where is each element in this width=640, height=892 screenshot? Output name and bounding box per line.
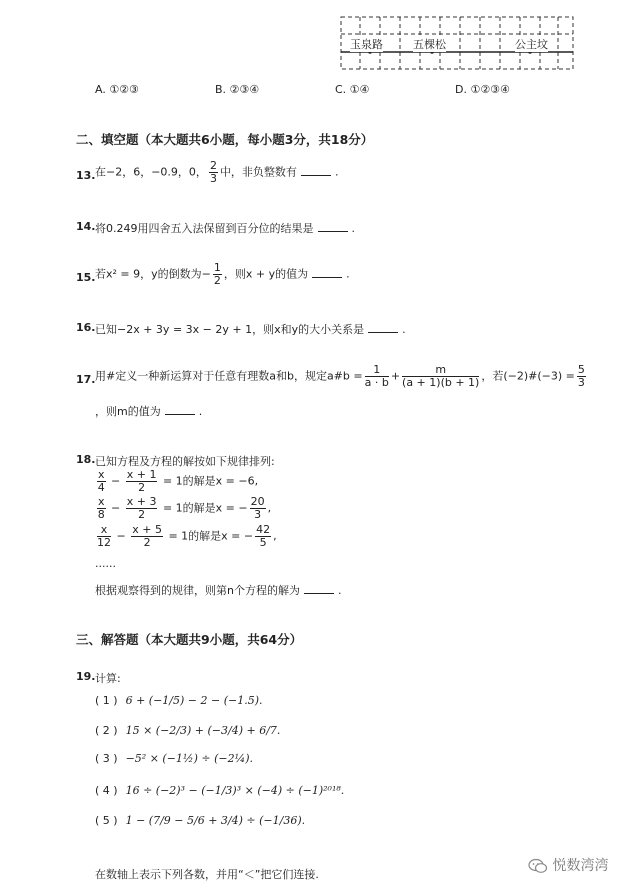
q18-equation-2: $\frac{x}{8}$ − $\frac{x + 3}{2}$ = 1的解是x = − $\frac{20}{3}$ , (97, 495, 272, 521)
q13-fraction: $\frac{2}{3}$ (209, 159, 217, 185)
number-line-question: 在数轴上表示下列各数，并用“＜”把它们连接. (95, 868, 319, 881)
watermark: 悦数湾湾 (528, 855, 608, 875)
q19-item-3: ( 3 ) −5² × (−1½) ÷ (−2¼). (95, 752, 254, 765)
q15-fraction: $\frac{1}{2}$ (213, 261, 221, 287)
q18-conclusion: 根据观察得到的规律，则第n个方程的解为 . (95, 584, 342, 597)
option-b: B. ②③④ (215, 83, 260, 96)
q15-answer-blank[interactable] (312, 268, 342, 278)
q14-number: 14. (76, 220, 96, 233)
option-a: A. ①②③ (95, 83, 139, 96)
q19-item-5: ( 5 ) 1 − (7/9 − 5/6 + 3/4) ÷ (−1/36). (95, 814, 306, 827)
q18-number: 18. (76, 453, 96, 466)
q18-equation-1: $\frac{x}{4}$ − $\frac{x + 1}{2}$ = 1的解是x = −6, (97, 468, 259, 494)
q13-answer-blank[interactable] (301, 166, 331, 176)
q19-item-2: ( 2 ) 15 × (−2/3) + (−3/4) + 6/7. (95, 724, 281, 737)
q16-answer-blank[interactable] (368, 323, 398, 333)
q16-number: 16. (76, 321, 96, 334)
map-stop-yuquanlu: 玉泉路 (350, 38, 383, 51)
q17-answer-blank[interactable] (165, 405, 195, 415)
q17-text: 用#定义一种新运算对于任意有理数a和b，规定a#b = $\frac{1}{a \cdot b}$ + $\frac{m}{(a + 1)(b + 1)}$ ，若(−2)#(−3) = $\frac{5}{3}$ (95, 363, 585, 389)
map-stop-gongzhufen: 公主坟 (515, 38, 548, 51)
option-d: D. ①②③④ (455, 83, 510, 96)
q18-answer-blank[interactable] (304, 584, 334, 594)
q19-number: 19. (76, 670, 96, 683)
section-3-title: 三、解答题（本大题共9小题，共64分） (76, 632, 303, 647)
q14-text: 将0.249用四舍五入法保留到百分位的结果是 . (95, 222, 355, 235)
q17-fraction-1: $\frac{1}{a \cdot b}$ (364, 363, 389, 389)
q13-text: 在−2，6，−0.9，0， $\frac{2}{3}$ 中，非负整数有 . (95, 159, 339, 185)
q13-number: 13. (76, 169, 96, 182)
q15-number: 15. (76, 271, 96, 284)
q17-fraction-3: $\frac{5}{3}$ (577, 363, 585, 389)
map-stop-wukesong: 五棵松 (413, 38, 446, 51)
q18-intro: 已知方程及方程的解按如下规律排列: (95, 455, 275, 468)
q17-fraction-2: $\frac{m}{(a + 1)(b + 1)}$ (402, 363, 480, 389)
q19-item-4: ( 4 ) 16 ÷ (−2)³ − (−1/3)³ × (−4) ÷ (−1)²⁰¹⁸. (95, 784, 345, 797)
q17-number: 17. (76, 373, 96, 386)
q16-text: 已知−2x + 3y = 3x − 2y + 1，则x和y的大小关系是 . (95, 323, 406, 336)
q18-dots: ...... (95, 557, 116, 570)
q19-item-1: ( 1 ) 6 + (−1/5) − 2 − (−1.5). (95, 694, 263, 707)
q19-intro: 计算: (95, 672, 121, 685)
option-c: C. ①④ (335, 83, 370, 96)
q17-line2: ，则m的值为 . (95, 405, 203, 418)
q15-text: 若x² = 9，y的倒数为− $\frac{1}{2}$ ，则x + y的值为 . (95, 261, 350, 287)
q14-answer-blank[interactable] (318, 222, 348, 232)
wechat-icon (528, 858, 548, 874)
q18-equation-3: $\frac{x}{12}$ − $\frac{x + 5}{2}$ = 1的解是x = − $\frac{42}{5}$ , (97, 523, 277, 549)
section-2-title: 二、填空题（本大题共6小题，每小题3分，共18分） (76, 132, 374, 147)
